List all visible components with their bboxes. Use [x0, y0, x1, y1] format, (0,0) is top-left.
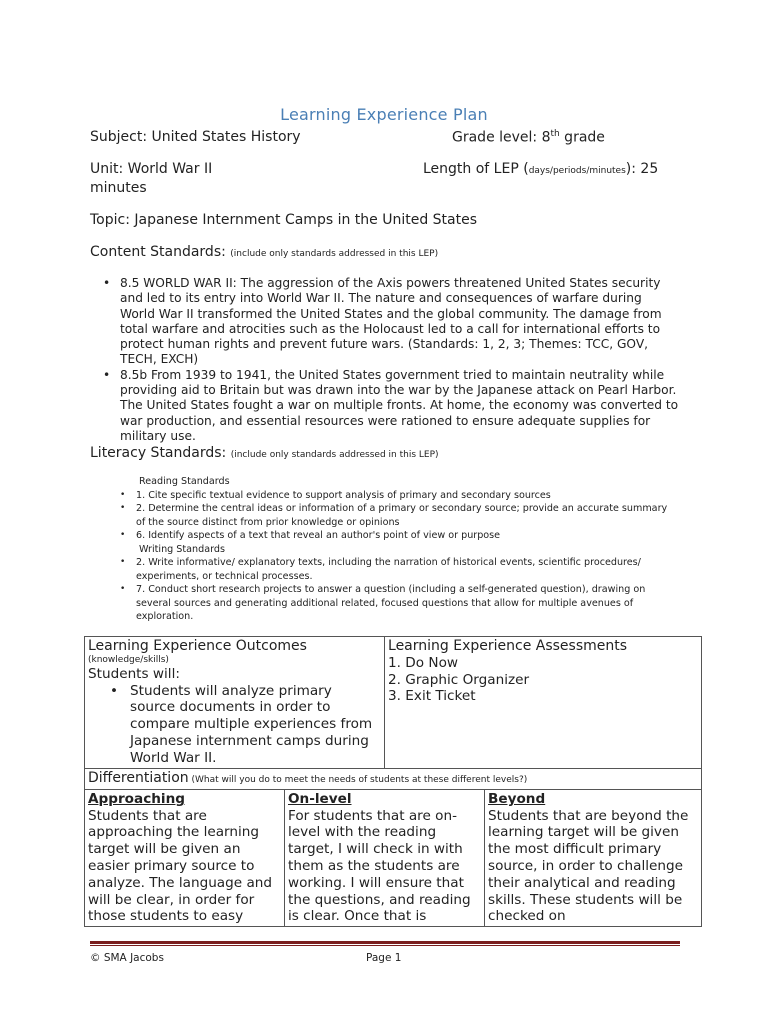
onlevel-heading: On-level — [288, 790, 352, 807]
content-standards-note: (include only standards addressed in this LEP) — [230, 249, 439, 259]
outcomes-note: (knowledge/skills) — [88, 654, 169, 665]
beyond-text: Students that are beyond the learning target will be given the most difficult primary source, in order to challenge their analytical and reading skills. These students will be checked on — [488, 807, 689, 925]
length-suffix: ): 25 — [625, 161, 659, 177]
beyond-cell — [485, 789, 702, 926]
differentiation-note: (What will you do to meet the needs of students at these different levels?) — [188, 775, 528, 785]
differentiation-heading: Differentiation — [88, 770, 189, 786]
bullet-icon: • — [110, 682, 119, 699]
list-item — [103, 276, 680, 368]
writing-standards-heading: Writing Standards — [139, 543, 225, 555]
bullet-icon: • — [120, 584, 126, 594]
table-row — [85, 637, 702, 769]
onlevel-text: For students that are on-level with the reading target, I will check in with them as the students are working. I will ensure that the questions, and reading is clear. Once that is — [288, 807, 471, 925]
literacy-standards-note: (include only standards addressed in this LEP) — [230, 450, 439, 460]
assessments-cell — [385, 637, 702, 769]
page-title: Learning Experience Plan — [280, 105, 488, 124]
list-item — [120, 529, 676, 543]
approaching-cell — [85, 789, 285, 926]
reading-standard-text: 6. Identify aspects of a text that reveal an author's point of view or purpose — [136, 530, 501, 541]
assessment-item: 2. Graphic Organizer — [388, 671, 530, 688]
grade-prefix: Grade level: 8 — [452, 129, 551, 146]
bullet-icon: • — [103, 367, 111, 382]
writing-standard-text: 2. Write informative/ explanatory texts, including the narration of historical events, scientific procedures/ experiments, or technical processes. — [136, 557, 641, 582]
content-standards-heading — [90, 244, 438, 260]
list-item — [120, 502, 676, 529]
reading-standards-heading: Reading Standards — [139, 476, 230, 487]
length-note: days/periods/minutes — [528, 166, 626, 176]
outcomes-cell — [85, 637, 385, 769]
reading-standard-text: 1. Cite specific textual evidence to support analysis of primary and secondary sources — [136, 489, 551, 501]
literacy-standards-list — [120, 475, 676, 624]
assessment-item: 1. Do Now — [388, 654, 459, 671]
unit-line: Unit: World War II — [90, 161, 213, 177]
grade-suffix: grade — [559, 129, 605, 146]
bullet-icon: • — [120, 557, 126, 567]
table-row — [85, 769, 702, 790]
outcome-text: Students will analyze primary source documents in order to compare multiple experiences from Japanese internment camps during World War II. — [130, 682, 373, 766]
topic-line: Topic: Japanese Internment Camps in the United States — [90, 212, 478, 228]
content-standards-label: Content Standards: — [90, 244, 231, 260]
literacy-standards-label: Literacy Standards: — [90, 445, 231, 461]
differentiation-cell — [85, 769, 702, 790]
list-item — [120, 489, 676, 503]
length-wrap: minutes — [90, 180, 147, 196]
list-item — [88, 683, 381, 767]
grade-sup: th — [550, 129, 560, 139]
footer-page-number: Page 1 — [366, 952, 402, 964]
length-line — [423, 161, 658, 177]
footer-copyright: © SMA Jacobs — [90, 952, 164, 964]
bullet-icon: • — [103, 276, 111, 290]
writing-standard-text: 7. Conduct short research projects to answer a question (including a self-generated question), drawing on several sources and generating additional related, focused questions that allow for multiple avenues of exploration. — [136, 584, 646, 622]
lep-table — [84, 636, 702, 927]
approaching-text: Students that are approaching the learning target will be given an easier primary source to analyze. The language and will be clear, in order for those students to easy — [88, 807, 273, 925]
footer-divider-thick — [90, 941, 680, 944]
assessments-heading: Learning Experience Assessments — [388, 638, 628, 654]
beyond-heading: Beyond — [488, 790, 546, 807]
length-prefix: Length of LEP ( — [423, 161, 529, 177]
outcomes-heading: Learning Experience Outcomes — [88, 638, 307, 654]
bullet-icon: • — [120, 530, 126, 540]
reading-standard-text: 2. Determine the central ideas or information of a primary or secondary source; provide an accurate summary of the source distinct from prior knowledge or opinions — [136, 503, 668, 528]
content-standard-text: 8.5 WORLD WAR II: The aggression of the Axis powers threatened United States security and led to its entry into World War II. The nature and consequences of warfare during World War II transformed the United States and the global community. The damage from total warfare and atrocities such as the Holocaust led to a call for international efforts to protect human rights and prevent future wars. (Standards: 1, 2, 3; Themes: TCC, GOV, TECH, EXCH) — [120, 276, 662, 367]
list-item — [103, 367, 680, 444]
bullet-icon: • — [120, 503, 126, 513]
bullet-icon: • — [120, 489, 126, 500]
list-item — [120, 583, 676, 624]
list-item — [120, 556, 676, 583]
literacy-standards-heading — [90, 445, 439, 461]
footer-divider — [90, 941, 680, 947]
approaching-heading: Approaching — [88, 790, 186, 807]
table-row — [85, 789, 702, 926]
students-will-label: Students will: — [88, 665, 180, 682]
assessment-item: 3. Exit Ticket — [388, 688, 476, 705]
content-standards-list — [103, 276, 680, 444]
content-standard-text: 8.5b From 1939 to 1941, the United States government tried to maintain neutrality while providing aid to Britain but was drawn into the war by the Japanese attack on Pearl Harbor. The United States fought a war on multiple fronts. At home, the economy was converted to war production, and essential resources were rationed to ensure adequate supplies for military use. — [120, 367, 679, 443]
footer-divider-thin — [90, 945, 680, 946]
onlevel-cell — [285, 789, 485, 926]
grade-level-line — [452, 129, 605, 146]
subject-line: Subject: United States History — [90, 129, 301, 145]
